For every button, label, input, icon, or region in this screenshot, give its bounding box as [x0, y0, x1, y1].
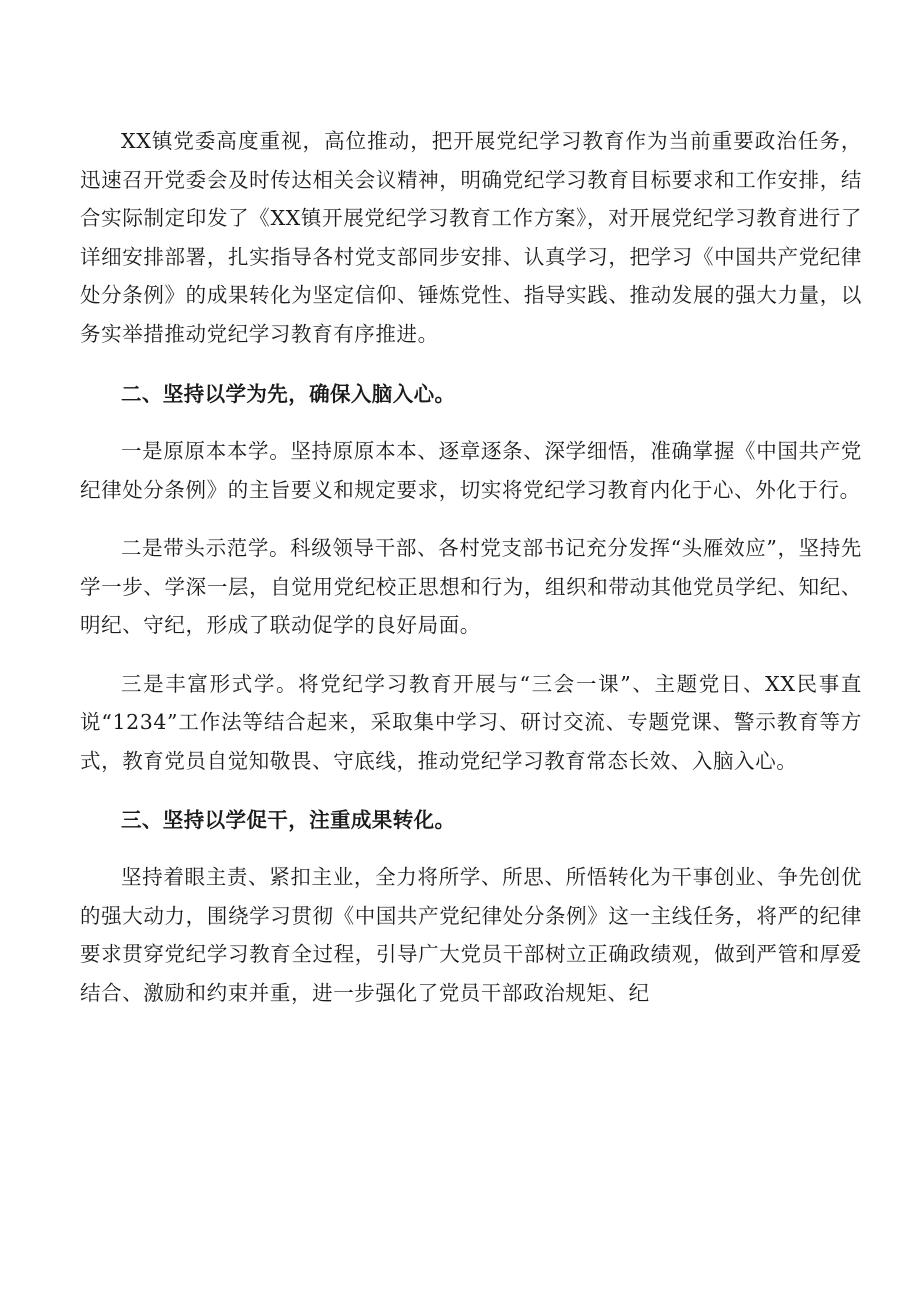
- paragraph-intro: XX镇党委高度重视，高位推动，把开展党纪学习教育作为当前重要政治任务，迅速召开党委会及时传达相关会议精神，明确党纪学习教育目标要求和工作安排，结合实际制定印发了《XX镇开展党纪学习教育工作方案》，对开展党纪学习教育进行了详细安排部署，扎实指导各村党支部同步安排、认真学习，把学习《中国共产党纪律处分条例》的成果转化为坚定信仰、锤炼党性、指导实践、推动发展的强大力量，以务实举措推动党纪学习教育有序推进。: [80, 129, 862, 346]
- paragraph-original-study: 一是原原本本学。坚持原原本本、逐章逐条、深学细悟，准确掌握《中国共产党纪律处分条例》的主旨要义和规定要求，切实将党纪学习教育内化于心、外化于行。: [80, 439, 862, 502]
- section-heading-3: 三、坚持以学促干，注重成果转化。: [121, 808, 456, 832]
- paragraph-results-conversion: 坚持着眼主责、紧扣主业，全力将所学、所思、所悟转化为干事创业、争先创优的强大动力，围绕学习贯彻《中国共产党纪律处分条例》这一主线任务，将严的纪律要求贯穿党纪学习教育全过程，引导广大党员干部树立正确政绩观，做到严管和厚爱结合、激励和约束并重，进一步强化了党员干部政治规矩、纪: [80, 865, 862, 1005]
- paragraph-leading-example: 二是带头示范学。科级领导干部、各村党支部书记充分发挥“头雁效应”，坚持先学一步、学深一层，自觉用党纪校正思想和行为，组织和带动其他党员学纪、知纪、明纪、守纪，形成了联动促学的良好局面。: [80, 536, 862, 637]
- section-heading-2: 二、坚持以学为先，确保入脑入心。: [121, 382, 456, 406]
- document-page: [80, 122, 862, 1012]
- paragraph-rich-forms: 三是丰富形式学。将党纪学习教育开展与“三会一课”、主题党日、XX民事直说“1234”工作法等结合起来，采取集中学习、研讨交流、专题党课、警示教育等方式，教育党员自觉知敬畏、守底线，推动党纪学习教育常态长效、入脑入心。: [80, 671, 862, 773]
